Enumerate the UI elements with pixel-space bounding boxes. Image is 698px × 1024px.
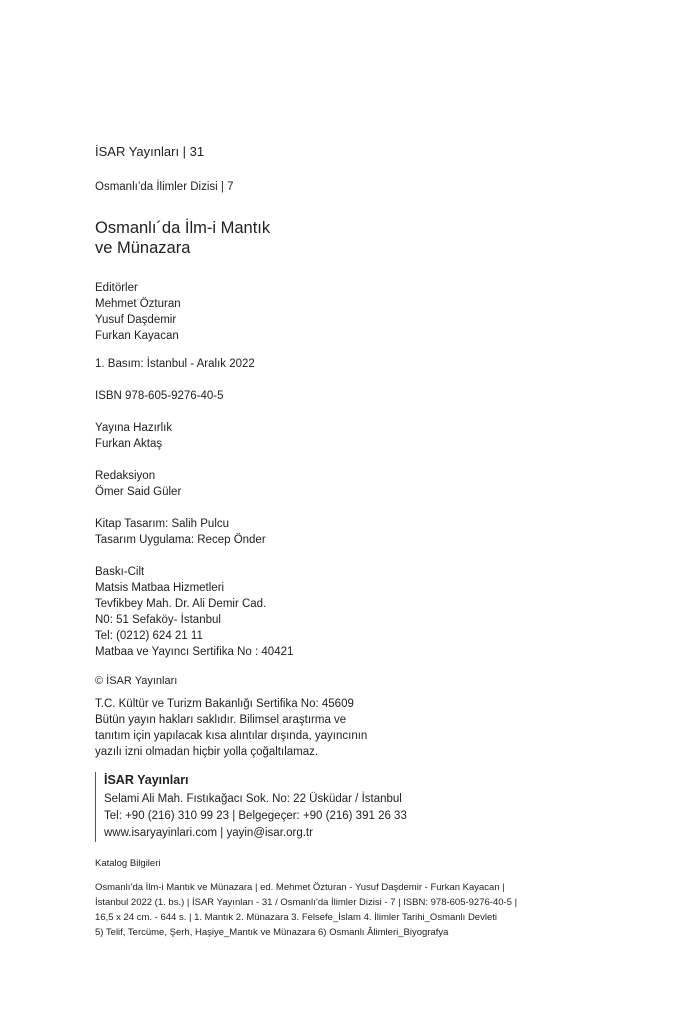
isbn-line: ISBN 978-605-9276-40-5 bbox=[95, 390, 224, 402]
rights-text: Bütün yayın hakları saklıdır. Bilimsel araştırma ve bbox=[95, 714, 347, 726]
printer-name: Matsis Matbaa Hizmetleri bbox=[95, 582, 225, 594]
redaction-heading: Redaksiyon bbox=[95, 470, 156, 482]
editors-block bbox=[95, 280, 181, 344]
publisher-name: İSAR Yayınları bbox=[104, 773, 189, 787]
preparation-name: Furkan Aktaş bbox=[95, 438, 163, 450]
catalog-line: 16,5 x 24 cm. - 644 s. | 1. Mantık 2. Münazara 3. Felsefe_İslam 4. İlimler Tarihi_Osmanlı Devleti bbox=[95, 912, 497, 923]
printer-address: Tevfikbey Mah. Dr. Ali Demir Cad. bbox=[95, 598, 267, 610]
design-block bbox=[95, 516, 266, 548]
rights-block bbox=[95, 696, 367, 760]
redaction-block bbox=[95, 468, 181, 500]
book-design-credit: Kitap Tasarım: Salih Pulcu bbox=[95, 518, 230, 530]
catalog-heading: Katalog Bilgileri bbox=[95, 858, 161, 869]
design-application-credit: Tasarım Uygulama: Recep Önder bbox=[95, 534, 266, 546]
publisher-web: www.isaryayinlari.com | yayin@isar.org.tr bbox=[104, 827, 313, 839]
print-heading: Baskı-Cilt bbox=[95, 566, 145, 578]
catalog-line: 5) Telif, Tercüme, Şerh, Haşiye_Mantık ve Münazara 6) Osmanlı Âlimleri_Biyografya bbox=[95, 927, 449, 938]
publisher-block bbox=[95, 772, 407, 842]
printer-phone: Tel: (0212) 624 21 11 bbox=[95, 630, 203, 642]
rights-text: yazılı izni olmadan hiçbir yolla çoğaltılamaz. bbox=[95, 746, 319, 758]
editor-name: Furkan Kayacan bbox=[95, 330, 179, 342]
catalog-block bbox=[95, 880, 517, 940]
print-block bbox=[95, 564, 293, 660]
subseries-line: Osmanlı’da İlimler Dizisi | 7 bbox=[95, 181, 234, 193]
catalog-line: İstanbul 2022 (1. bs.) | İSAR Yayınları - 31 / Osmanlı’da İlimler Dizisi - 7 | ISBN: 978-605-9276-40-5 | bbox=[95, 897, 518, 908]
edition-line: 1. Basım: İstanbul - Aralık 2022 bbox=[95, 358, 255, 370]
publisher-address: Selami Ali Mah. Fıstıkağacı Sok. No: 22 Üsküdar / İstanbul bbox=[104, 793, 402, 805]
preparation-heading: Yayına Hazırlık bbox=[95, 422, 173, 434]
preparation-block bbox=[95, 420, 172, 452]
redaction-name: Ömer Said Güler bbox=[95, 486, 182, 498]
printer-address: N0: 51 Sefaköy- İstanbul bbox=[95, 614, 221, 626]
editors-heading: Editörler bbox=[95, 282, 138, 294]
copyright-line: © İSAR Yayınları bbox=[95, 675, 178, 687]
ministry-certificate: T.C. Kültür ve Turizm Bakanlığı Sertifika No: 45609 bbox=[95, 698, 354, 710]
editor-name: Yusuf Daşdemir bbox=[95, 314, 177, 326]
book-title-line-1: Osmanlı´da İlm-i Mantık bbox=[95, 219, 271, 237]
book-title-line-2: ve Münazara bbox=[95, 239, 191, 257]
printer-certificate: Matbaa ve Yayıncı Sertifika No : 40421 bbox=[95, 646, 294, 658]
publisher-phone: Tel: +90 (216) 310 99 23 | Belgegeçer: +90 (216) 391 26 33 bbox=[104, 810, 407, 822]
editor-name: Mehmet Özturan bbox=[95, 298, 181, 310]
book-title bbox=[95, 218, 270, 258]
rights-text: tanıtım için yapılacak kısa alıntılar dışında, yayıncının bbox=[95, 730, 368, 742]
series-line: İSAR Yayınları | 31 bbox=[95, 144, 205, 159]
copyright-page bbox=[95, 0, 655, 1024]
catalog-line: Osmanlı’da İlm-i Mantık ve Münazara | ed. Mehmet Özturan - Yusuf Daşdemir - Furkan Kayacan | bbox=[95, 882, 505, 893]
